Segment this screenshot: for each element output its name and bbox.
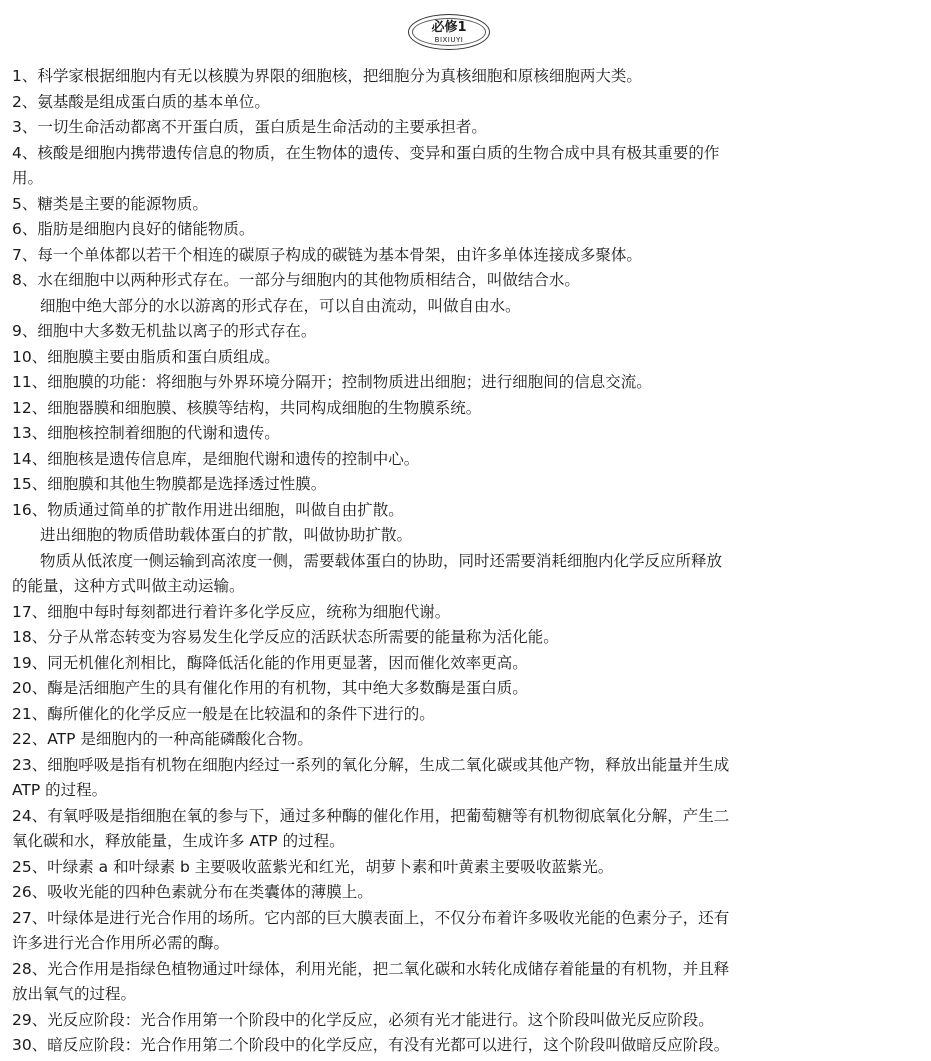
text-line: 22、ATP 是细胞内的一种高能磷酸化合物。 bbox=[12, 730, 313, 748]
text-line: 19、同无机催化剂相比，酶降低活化能的作用更显著，因而催化效率更高。 bbox=[12, 653, 528, 672]
text-line: 10、细胞膜主要由脂质和蛋白质组成。 bbox=[12, 347, 280, 366]
text-line: 18、分子从常态转变为容易发生化学反应的活跃状态所需要的能量称为活化能。 bbox=[12, 628, 559, 646]
text-line: 氧化碳和水，释放能量，生成许多 ATP 的过程。 bbox=[12, 832, 345, 850]
text-line: 17、细胞中每时每刻都进行着许多化学反应，统称为细胞代谢。 bbox=[12, 602, 451, 621]
text-line: 1、科学家根据细胞内有无以核膜为界限的细胞核，把细胞分为真核细胞和原核细胞两大类。 bbox=[12, 67, 642, 85]
text-line: 细胞中绝大部分的水以游离的形式存在，可以自由流动，叫做自由水。 bbox=[40, 296, 521, 315]
text-line: 5、糖类是主要的能源物质。 bbox=[12, 194, 208, 213]
text-line: 放出氧气的过程。 bbox=[12, 985, 137, 1003]
text-line: 2、氨基酸是组成蛋白质的基本单位。 bbox=[12, 92, 270, 111]
text-line: 物质从低浓度一侧运输到高浓度一侧，需要载体蛋白的协助，同时还需要消耗细胞内化学反应所释放 bbox=[40, 551, 723, 570]
text-line: 23、细胞呼吸是指有机物在细胞内经过一系列的氧化分解，生成二氧化碳或其他产物，释放出能量并生成 bbox=[12, 755, 730, 774]
text-line: 12、细胞器膜和细胞膜、核膜等结构，共同构成细胞的生物膜系统。 bbox=[12, 398, 482, 417]
text-line: 用。 bbox=[12, 169, 44, 187]
text-line: 26、吸收光能的四种色素就分布在类囊体的薄膜上。 bbox=[12, 883, 373, 901]
text-line: 25、叶绿素 a 和叶绿素 b 主要吸收蓝紫光和红光，胡萝卜素和叶黄素主要吸收蓝紫光。 bbox=[12, 857, 614, 876]
text-line: 进出细胞的物质借助载体蛋白的扩散，叫做协助扩散。 bbox=[40, 526, 413, 544]
text-line: 6、脂肪是细胞内良好的储能物质。 bbox=[12, 220, 255, 238]
badge-title: 必修1 bbox=[431, 20, 467, 35]
text-line: ATP 的过程。 bbox=[12, 781, 108, 799]
text-line: 3、一切生命活动都离不开蛋白质，蛋白质是生命活动的主要承担者。 bbox=[12, 118, 487, 136]
text-line: 29、光反应阶段：光合作用第一个阶段中的化学反应，必须有光才能进行。这个阶段叫做光反应阶段。 bbox=[12, 1010, 714, 1029]
text-line: 4、核酸是细胞内携带遗传信息的物质，在生物体的遗传、变异和蛋白质的生物合成中具有极其重要的作 bbox=[12, 143, 720, 162]
text-line: 15、细胞膜和其他生物膜都是选择透过性膜。 bbox=[12, 475, 327, 493]
text-line: 14、细胞核是遗传信息库，是细胞代谢和遗传的控制中心。 bbox=[12, 449, 420, 468]
statement-list bbox=[12, 64, 912, 1059]
text-line: 16、物质通过简单的扩散作用进出细胞，叫做自由扩散。 bbox=[12, 500, 404, 519]
text-line: 27、叶绿体是进行光合作用的场所。它内部的巨大膜表面上，不仅分布着许多吸收光能的色素分子，还有 bbox=[12, 908, 730, 927]
section-badge bbox=[408, 14, 490, 50]
text-line: 许多进行光合作用所必需的酶。 bbox=[12, 934, 230, 952]
text-line: 的能量，这种方式叫做主动运输。 bbox=[12, 577, 245, 595]
text-line: 8、水在细胞中以两种形式存在。一部分与细胞内的其他物质相结合，叫做结合水。 bbox=[12, 271, 580, 289]
text-line: 11、细胞膜的功能：将细胞与外界环境分隔开；控制物质进出细胞；进行细胞间的信息交流。 bbox=[12, 373, 652, 391]
text-line: 7、每一个单体都以若干个相连的碳原子构成的碳链为基本骨架，由许多单体连接成多聚体。 bbox=[12, 245, 642, 264]
text-line: 24、有氧呼吸是指细胞在氧的参与下，通过多种酶的催化作用，把葡萄糖等有机物彻底氧化分解，产生二 bbox=[12, 806, 730, 825]
text-line: 13、细胞核控制着细胞的代谢和遗传。 bbox=[12, 424, 280, 442]
badge-subtitle: BIXIUYI bbox=[434, 36, 464, 44]
text-line: 20、酶是活细胞产生的具有催化作用的有机物，其中绝大多数酶是蛋白质。 bbox=[12, 679, 528, 697]
text-line: 21、酶所催化的化学反应一般是在比较温和的条件下进行的。 bbox=[12, 704, 435, 723]
text-line: 30、暗反应阶段：光合作用第二个阶段中的化学反应，有没有光都可以进行，这个阶段叫做暗反应阶段。 bbox=[12, 1036, 730, 1054]
text-line: 28、光合作用是指绿色植物通过叶绿体，利用光能，把二氧化碳和水转化成储存着能量的有机物，并且释 bbox=[12, 959, 730, 978]
text-line: 9、细胞中大多数无机盐以离子的形式存在。 bbox=[12, 322, 317, 340]
